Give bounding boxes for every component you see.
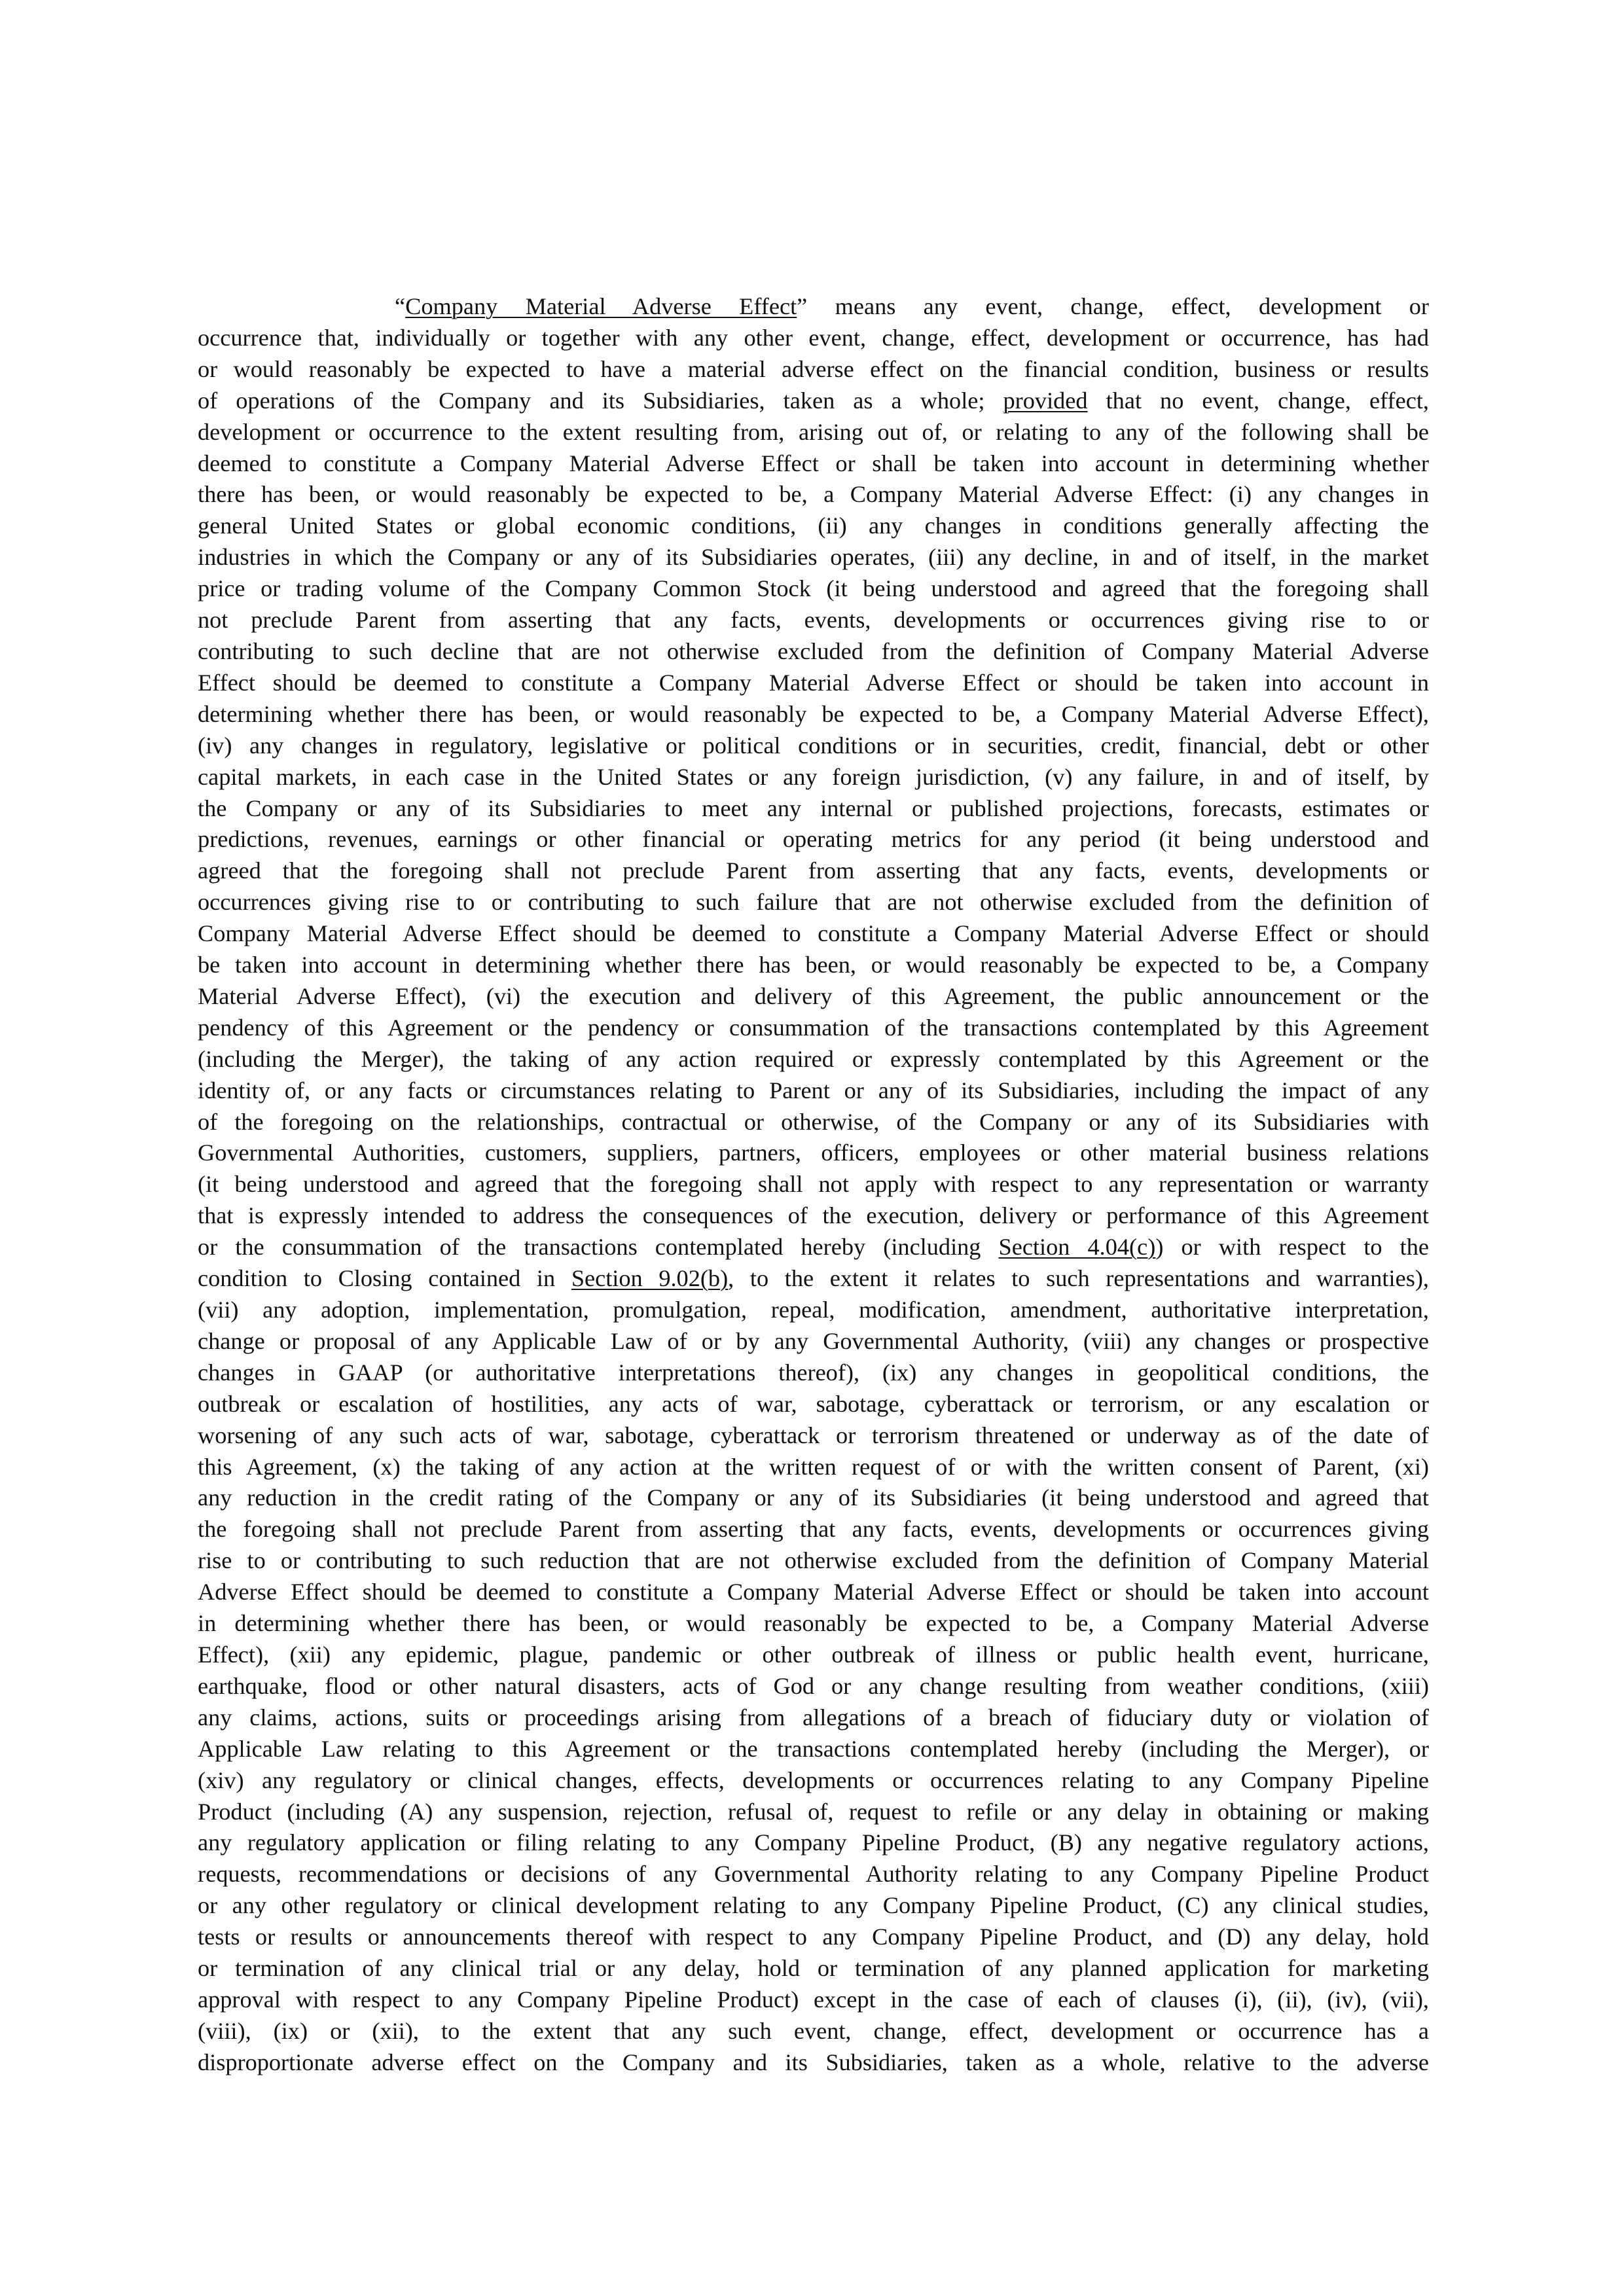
text-run: condition to Closing contained in xyxy=(198,1265,571,1292)
text-run: requests, recommendations or decisions of any Governmental Authority relating to any Company Pipeline Product xyxy=(198,1861,1429,1888)
text-line xyxy=(198,1326,1429,1357)
text-run: contributing to such decline that are not otherwise excluded from the definition of Company Material Adverse xyxy=(198,637,1429,664)
text-run: pendency of this Agreement or the pendency or consummation of the transactions contemplated by this Agreement xyxy=(198,1014,1429,1041)
text-run: any claims, actions, suits or proceedings arising from allegations of a breach of fiduciary duty or violation of xyxy=(198,1704,1429,1731)
text-run: changes in GAAP (or authoritative interpretations thereof), (ix) any changes in geopolitical conditions, the xyxy=(198,1359,1429,1386)
text-run: rise to or contributing to such reduction that are not otherwise excluded from the definition of Company Material xyxy=(198,1547,1429,1574)
text-line xyxy=(198,2016,1429,2047)
text-line xyxy=(198,824,1429,855)
text-line xyxy=(198,1232,1429,1263)
text-line xyxy=(198,1671,1429,1702)
text-line xyxy=(198,1827,1429,1859)
text-run: any regulatory application or filing relating to any Company Pipeline Product, (B) any negative regulatory actions, xyxy=(198,1829,1429,1856)
text-run: of operations of the Company and its Subsidiaries, taken as a whole; xyxy=(198,387,1003,414)
text-line xyxy=(198,354,1429,386)
text-line xyxy=(198,448,1429,480)
text-run: Governmental Authorities, customers, suppliers, partners, officers, employees or other material business relations xyxy=(198,1139,1429,1166)
text-run: identity of, or any facts or circumstances relating to Parent or any of its Subsidiaries, including the impact of any xyxy=(198,1077,1429,1103)
text-run: ) or with respect to the xyxy=(1155,1234,1429,1261)
text-line xyxy=(198,1890,1429,1922)
text-line xyxy=(198,1514,1429,1545)
text-line xyxy=(198,573,1429,605)
text-run: agreed that the foregoing shall not preclude Parent from asserting that any facts, events, developments or xyxy=(198,857,1429,884)
text-run: disproportionate adverse effect on the Company and its Subsidiaries, taken as a whole, relative to the adverse xyxy=(198,2049,1429,2075)
text-run: this Agreement, (x) the taking of any action at the written request of or with the written consent of Parent, (xi) xyxy=(198,1453,1429,1480)
text-line xyxy=(198,1389,1429,1420)
text-line xyxy=(198,1075,1429,1107)
text-run: general United States or global economic conditions, (ii) any changes in conditions generally affecting the xyxy=(198,512,1429,539)
text-run: occurrence that, individually or together with any other event, change, effect, development or occurrence, has had xyxy=(198,324,1429,351)
text-run: (it being understood and agreed that the foregoing shall not apply with respect to any representation or warranty xyxy=(198,1171,1429,1198)
text-line xyxy=(198,1734,1429,1765)
text-line xyxy=(198,1702,1429,1734)
text-run: (including the Merger), the taking of any action required or expressly contemplated by this Agreement or the xyxy=(198,1045,1429,1072)
text-line xyxy=(198,730,1429,762)
text-line xyxy=(198,417,1429,448)
text-line xyxy=(198,762,1429,793)
text-line xyxy=(198,1138,1429,1169)
text-run: occurrences giving rise to or contributing to such failure that are not otherwise excluded from the definition of xyxy=(198,889,1429,916)
text-line xyxy=(198,542,1429,573)
text-run: there has been, or would reasonably be expected to be, a Company Material Adverse Effect: (i) any changes in xyxy=(198,481,1429,508)
text-run: outbreak or escalation of hostilities, any acts of war, sabotage, cyberattack or terrorism, or any escalation or xyxy=(198,1390,1429,1417)
text-line xyxy=(198,1169,1429,1200)
text-line xyxy=(198,1107,1429,1138)
text-line xyxy=(198,1420,1429,1452)
text-run: price or trading volume of the Company Common Stock (it being understood and agreed that the foregoing shall xyxy=(198,575,1429,602)
text-line xyxy=(198,918,1429,950)
text-line xyxy=(198,323,1429,354)
text-run: the Company or any of its Subsidiaries to meet any internal or published projections, forecasts, estimates or xyxy=(198,795,1429,821)
text-run: , to the extent it relates to such representations and warranties), xyxy=(728,1265,1429,1292)
text-line xyxy=(198,1608,1429,1640)
text-run: Effect should be deemed to constitute a Company Material Adverse Effect or should be taken into account in xyxy=(198,669,1429,696)
text-line xyxy=(198,1044,1429,1075)
text-line xyxy=(198,636,1429,668)
text-run: (iv) any changes in regulatory, legislative or political conditions or in securities, credit, financial, debt or other xyxy=(198,732,1429,759)
text-run: or the consummation of the transactions contemplated hereby (including xyxy=(198,1234,999,1261)
text-run: predictions, revenues, earnings or other financial or operating metrics for any period (it being understood and xyxy=(198,826,1429,853)
text-line xyxy=(198,699,1429,730)
text-run: be taken into account in determining whether there has been, or would reasonably be expected to be, a Company xyxy=(198,952,1429,978)
text-run: any reduction in the credit rating of the Company or any of its Subsidiaries (it being understood and agreed that xyxy=(198,1484,1429,1511)
text-line xyxy=(198,2047,1429,2079)
definition-paragraph xyxy=(198,291,1429,2079)
underlined-term: provided xyxy=(1003,387,1088,414)
text-line xyxy=(198,511,1429,542)
text-run: tests or results or announcements thereof with respect to any Company Pipeline Product, and (D) any delay, hold xyxy=(198,1924,1429,1950)
text-run: or any other regulatory or clinical development relating to any Company Pipeline Product, (C) any clinical studies, xyxy=(198,1892,1429,1919)
text-run: determining whether there has been, or would reasonably be expected to be, a Company Material Adverse Effect), xyxy=(198,700,1429,727)
text-line xyxy=(198,1482,1429,1514)
text-run: development or occurrence to the extent resulting from, arising out of, or relating to any of the following shall be xyxy=(198,418,1429,445)
text-run: ” means any event, change, effect, development or xyxy=(797,293,1430,319)
text-line xyxy=(198,1545,1429,1577)
text-run: not preclude Parent from asserting that any facts, events, developments or occurrences giving rise to or xyxy=(198,607,1429,634)
text-line xyxy=(198,981,1429,1013)
text-run: worsening of any such acts of war, sabotage, cyberattack or terrorism threatened or underway as of the date of xyxy=(198,1422,1429,1448)
text-run: of the foregoing on the relationships, contractual or otherwise, of the Company or any of its Subsidiaries with xyxy=(198,1108,1429,1135)
text-line xyxy=(198,1577,1429,1608)
text-line xyxy=(198,291,1429,323)
text-line xyxy=(198,1452,1429,1483)
text-line xyxy=(198,887,1429,918)
text-run: or would reasonably be expected to have a material adverse effect on the financial condition, business or results xyxy=(198,355,1429,382)
text-line xyxy=(198,1263,1429,1295)
text-line xyxy=(198,1922,1429,1953)
text-line xyxy=(198,1295,1429,1326)
text-line xyxy=(198,1765,1429,1797)
text-line xyxy=(198,668,1429,699)
underlined-term: Section 4.04(c) xyxy=(998,1234,1156,1261)
text-line xyxy=(198,793,1429,825)
text-run: that no event, change, effect, xyxy=(1087,387,1429,414)
text-line xyxy=(198,386,1429,417)
text-run: capital markets, in each case in the United States or any foreign jurisdiction, (v) any failure, in and of itself, by xyxy=(198,763,1429,790)
text-line xyxy=(198,1013,1429,1044)
text-line xyxy=(198,1640,1429,1671)
text-line xyxy=(198,1200,1429,1232)
text-line xyxy=(198,1357,1429,1389)
text-line xyxy=(198,855,1429,887)
text-line xyxy=(198,1859,1429,1890)
text-run: deemed to constitute a Company Material Adverse Effect or shall be taken into account in determining whether xyxy=(198,450,1429,476)
underlined-term: Company Material Adverse Effect xyxy=(405,293,797,319)
text-run: Material Adverse Effect), (vi) the execution and delivery of this Agreement, the public announcement or the xyxy=(198,982,1429,1009)
text-run: earthquake, flood or other natural disasters, acts of God or any change resulting from weather conditions, (xiii) xyxy=(198,1672,1429,1699)
text-run: Effect), (xii) any epidemic, plague, pandemic or other outbreak of illness or public health event, hurricane, xyxy=(198,1641,1429,1668)
text-run: or termination of any clinical trial or any delay, hold or termination of any planned application for marketing xyxy=(198,1955,1429,1982)
text-line xyxy=(198,1797,1429,1828)
text-run: “ xyxy=(395,293,406,319)
text-run: that is expressly intended to address the consequences of the execution, delivery or performance of this Agreement xyxy=(198,1202,1429,1229)
text-run: change or proposal of any Applicable Law of or by any Governmental Authority, (viii) any changes or prospective xyxy=(198,1327,1429,1354)
text-run: (viii), (ix) or (xii), to the extent that any such event, change, effect, development or occurrence has a xyxy=(198,2017,1429,2044)
text-line xyxy=(198,1984,1429,2016)
text-line xyxy=(198,1953,1429,1984)
text-run: (xiv) any regulatory or clinical changes, effects, developments or occurrences relating to any Company Pipeline xyxy=(198,1767,1429,1793)
text-run: approval with respect to any Company Pipeline Product) except in the case of each of clauses (i), (ii), (iv), (vii), xyxy=(198,1986,1429,2013)
text-run: Applicable Law relating to this Agreement or the transactions contemplated hereby (including the Merger), or xyxy=(198,1735,1429,1762)
text-run: (vii) any adoption, implementation, promulgation, repeal, modification, amendment, authoritative interpretation, xyxy=(198,1297,1429,1323)
text-run: in determining whether there has been, or would reasonably be expected to be, a Company Material Adverse xyxy=(198,1610,1429,1637)
text-line xyxy=(198,479,1429,511)
underlined-term: Section 9.02(b) xyxy=(571,1265,729,1292)
text-run: the foregoing shall not preclude Parent from asserting that any facts, events, developments or occurrences giving xyxy=(198,1516,1429,1543)
text-run: Adverse Effect should be deemed to constitute a Company Material Adverse Effect or should be taken into account xyxy=(198,1579,1429,1605)
text-run: industries in which the Company or any of its Subsidiaries operates, (iii) any decline, in and of itself, in the market xyxy=(198,544,1429,571)
text-run: Company Material Adverse Effect should be deemed to constitute a Company Material Adverse Effect or should xyxy=(198,920,1429,947)
text-run: Product (including (A) any suspension, rejection, refusal of, request to refile or any delay in obtaining or making xyxy=(198,1798,1429,1825)
text-line xyxy=(198,605,1429,636)
text-line xyxy=(198,950,1429,981)
